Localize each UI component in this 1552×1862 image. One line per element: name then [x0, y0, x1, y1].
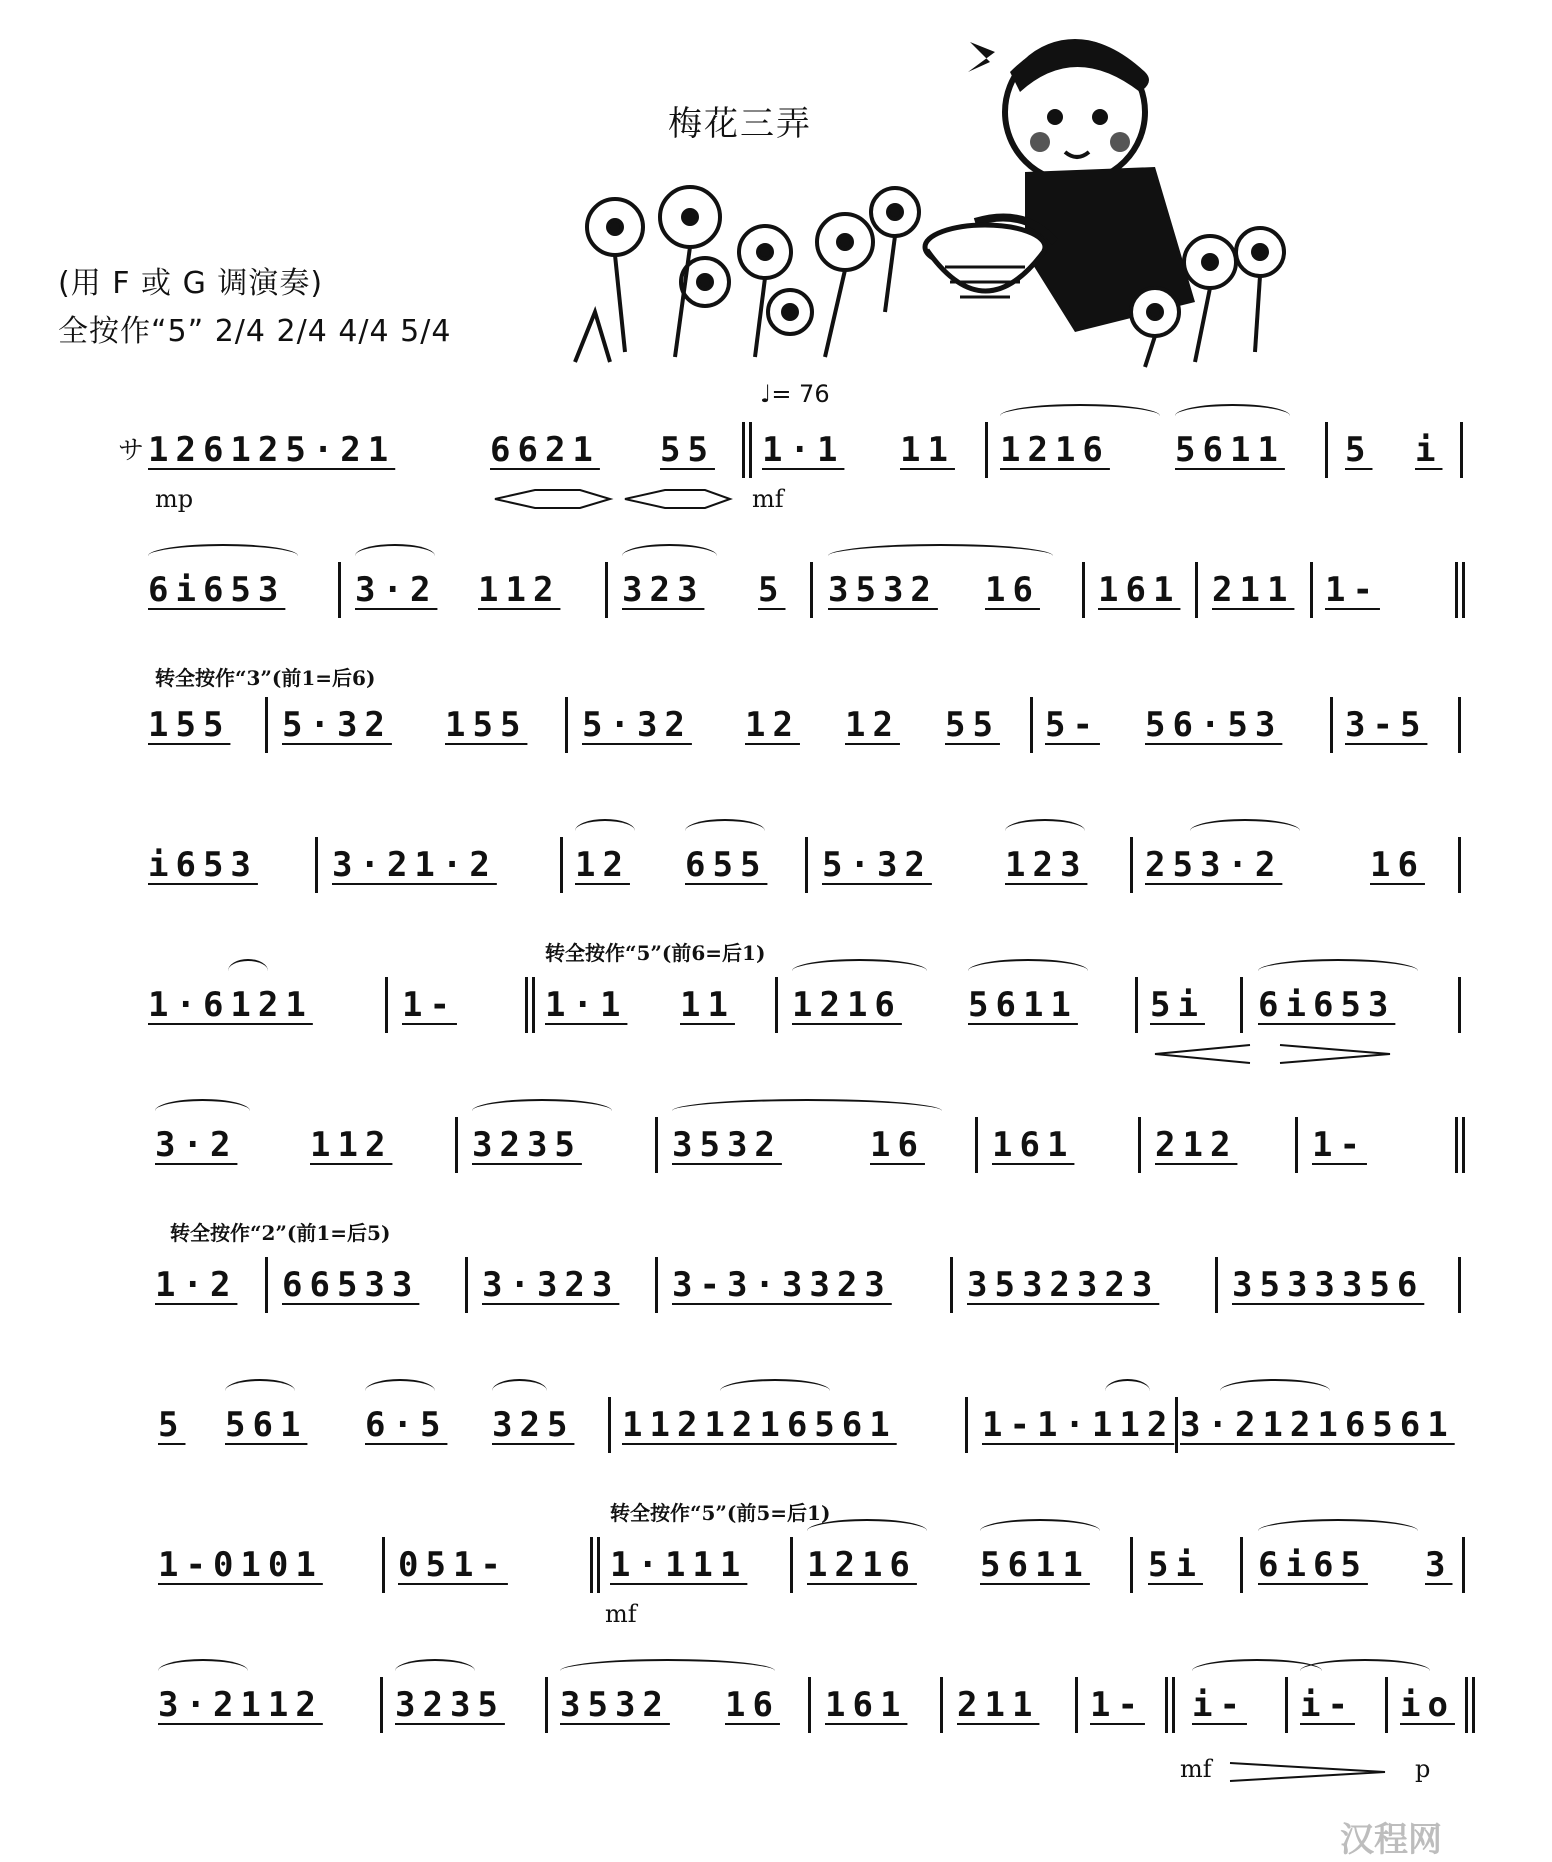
note-group: 5 — [758, 570, 786, 610]
note-group: 5 — [158, 1405, 186, 1445]
slur — [1105, 1379, 1150, 1403]
note-group: 5611 — [968, 985, 1078, 1025]
note-group: 051- — [398, 1545, 508, 1585]
note-group: 3533356 — [1232, 1265, 1425, 1305]
note-group: 161 — [992, 1125, 1075, 1165]
note-group: 6i653 — [1258, 985, 1396, 1025]
note-group: 3·2 — [355, 570, 438, 610]
final-barline — [1465, 1677, 1468, 1733]
slur — [672, 1099, 942, 1123]
barline — [1460, 422, 1463, 478]
note-group: 155 — [148, 705, 231, 745]
slur — [155, 1099, 250, 1123]
note-group: 323 — [622, 570, 705, 610]
note-group: 5611 — [1175, 430, 1285, 470]
girl-with-flowers-illustration — [555, 12, 1305, 372]
note-group: 1-1·112 — [982, 1405, 1175, 1445]
note-group: 123 — [1005, 845, 1088, 885]
note-group: 16 — [1370, 845, 1425, 885]
note-group: 5·32 — [582, 705, 692, 745]
watermark-logo: 汉程网 — [1340, 1820, 1442, 1860]
dynamic-mf: mf — [1180, 1755, 1212, 1783]
dynamic-mf: mf — [605, 1600, 637, 1628]
barline — [1295, 1117, 1298, 1173]
note-group: 55 — [660, 430, 715, 470]
score-line-4 — [0, 845, 1552, 965]
note-group: 3 — [1425, 1545, 1453, 1585]
barline — [1135, 977, 1138, 1033]
score-line-8 — [0, 1405, 1552, 1525]
note-group: 1·1 — [545, 985, 628, 1025]
barline — [1195, 562, 1198, 618]
note-group: 5 — [1345, 430, 1373, 470]
barline — [1458, 837, 1461, 893]
barline — [1075, 1677, 1078, 1733]
barline — [265, 697, 268, 753]
note-group: 6621 — [490, 430, 600, 470]
note-group: 56·53 — [1145, 705, 1283, 745]
note-group: 12 — [745, 705, 800, 745]
barline — [975, 1117, 978, 1173]
note-group: 1- — [1090, 1685, 1145, 1725]
slur — [158, 1659, 248, 1683]
note-group: 655 — [685, 845, 768, 885]
score-line-2 — [0, 570, 1552, 690]
barline — [1138, 1117, 1141, 1173]
barline — [790, 1537, 793, 1593]
barline — [380, 1677, 383, 1733]
slur — [622, 544, 717, 568]
slur — [1258, 1519, 1418, 1543]
note-group: 11 — [680, 985, 735, 1025]
note-group: 12 — [575, 845, 630, 885]
barline — [1130, 837, 1133, 893]
slur — [225, 1379, 295, 1403]
fingering-note: 全按作“5” 2/4 2/4 4/4 5/4 — [58, 314, 452, 349]
barline — [950, 1257, 953, 1313]
barline — [1458, 697, 1461, 753]
note-group: io — [1400, 1685, 1455, 1725]
note-group: 3·21216561 — [1180, 1405, 1455, 1445]
note-group: 5i — [1150, 985, 1205, 1025]
dynamic-p: p — [1415, 1755, 1431, 1783]
barline — [1385, 1677, 1388, 1733]
dynamic-mf: mf — [752, 485, 784, 513]
barline — [1030, 697, 1033, 753]
slur — [575, 819, 635, 843]
barline — [805, 837, 808, 893]
note-group: 11 — [900, 430, 955, 470]
note-group: 1121216561 — [622, 1405, 897, 1445]
note-group: 6i65 — [1258, 1545, 1368, 1585]
page-title: 梅花三弄 — [668, 104, 812, 144]
barline — [1310, 562, 1313, 618]
repeat-barline — [590, 1537, 593, 1593]
barline — [940, 1677, 943, 1733]
barline — [315, 837, 318, 893]
note-group: 3235 — [395, 1685, 505, 1725]
note-group: 3·323 — [482, 1265, 620, 1305]
note-group: 3-5 — [1345, 705, 1428, 745]
slur — [828, 544, 1053, 568]
repeat-barline — [525, 977, 528, 1033]
repeat-barline — [742, 422, 745, 478]
note-group: i- — [1300, 1685, 1355, 1725]
transition-note: 转全按作“2”(前1=后5) — [170, 1221, 391, 1245]
note-group: 3532 — [828, 570, 938, 610]
note-group: 3532 — [560, 1685, 670, 1725]
score-line-5 — [0, 985, 1552, 1075]
note-group: 66533 — [282, 1265, 420, 1305]
note-group: 211 — [957, 1685, 1040, 1725]
barline — [608, 1397, 611, 1453]
barline — [560, 837, 563, 893]
note-group: 5·32 — [822, 845, 932, 885]
note-group: 1·1 — [762, 430, 845, 470]
transition-note: 转全按作“5”(前5=后1) — [610, 1501, 831, 1525]
note-group: 1·111 — [610, 1545, 748, 1585]
barline — [775, 977, 778, 1033]
transition-note: 转全按作“3”(前1=后6) — [155, 666, 376, 690]
barline — [1240, 1537, 1243, 1593]
note-group: 3532 — [672, 1125, 782, 1165]
slur — [968, 959, 1088, 983]
note-group: 1·2 — [155, 1265, 238, 1305]
score-line-1 — [0, 430, 1552, 520]
barline — [265, 1257, 268, 1313]
slur — [148, 544, 298, 568]
barline — [1462, 1537, 1465, 1593]
slur — [980, 1519, 1100, 1543]
note-group: 3235 — [472, 1125, 582, 1165]
note-group: 6·5 — [365, 1405, 448, 1445]
note-group: 1216 — [807, 1545, 917, 1585]
note-group: 16 — [870, 1125, 925, 1165]
barline — [565, 697, 568, 753]
note-group: 5i — [1148, 1545, 1203, 1585]
note-group: 1- — [402, 985, 457, 1025]
final-barline — [1455, 1117, 1458, 1173]
note-group: 16 — [725, 1685, 780, 1725]
note-group: 6i653 — [148, 570, 286, 610]
slur — [1300, 1659, 1430, 1683]
note-group: 161 — [1098, 570, 1181, 610]
free-tempo-mark: サ — [118, 436, 145, 466]
barline — [1082, 562, 1085, 618]
note-group: 155 — [445, 705, 528, 745]
note-group: 3-3·3323 — [672, 1265, 892, 1305]
note-group: 1216 — [792, 985, 902, 1025]
score-line-6 — [0, 1125, 1552, 1245]
note-group: 1216 — [1000, 430, 1110, 470]
note-group: 212 — [1155, 1125, 1238, 1165]
slur — [365, 1379, 435, 1403]
note-group: 1-0101 — [158, 1545, 323, 1585]
slur — [1190, 819, 1300, 843]
barline — [1458, 977, 1461, 1033]
score-line-9 — [0, 1545, 1552, 1635]
transition-note: 转全按作“5”(前6=后1) — [545, 941, 766, 965]
slur — [720, 1379, 830, 1403]
slur — [807, 1519, 927, 1543]
barline — [1458, 1257, 1461, 1313]
barline — [655, 1117, 658, 1173]
slur — [395, 1659, 475, 1683]
note-group: 325 — [492, 1405, 575, 1445]
note-group: 5611 — [980, 1545, 1090, 1585]
barline — [385, 977, 388, 1033]
note-group: i653 — [148, 845, 258, 885]
note-group: 1·6121 — [148, 985, 313, 1025]
slur — [228, 959, 268, 983]
barline — [655, 1257, 658, 1313]
barline — [808, 1677, 811, 1733]
barline — [810, 562, 813, 618]
note-group: 112 — [310, 1125, 393, 1165]
score-line-7 — [0, 1265, 1552, 1355]
barline — [965, 1397, 968, 1453]
decrescendo-hairpin — [1225, 1761, 1395, 1783]
repeat-end-barline — [1455, 562, 1458, 618]
slur — [1175, 404, 1290, 428]
slur — [1000, 404, 1160, 428]
note-group: 253·2 — [1145, 845, 1283, 885]
note-group: i- — [1192, 1685, 1247, 1725]
barline — [1330, 697, 1333, 753]
slur — [685, 819, 765, 843]
note-group: 3·21·2 — [332, 845, 497, 885]
barline — [465, 1257, 468, 1313]
barline — [545, 1677, 548, 1733]
barline — [338, 562, 341, 618]
slur — [560, 1659, 775, 1683]
note-group: 3·2112 — [158, 1685, 323, 1725]
note-group: 1- — [1325, 570, 1380, 610]
note-group: 211 — [1212, 570, 1295, 610]
barline — [605, 562, 608, 618]
slur — [355, 544, 435, 568]
slur — [792, 959, 927, 983]
dynamic-mp: mp — [155, 485, 194, 513]
barline — [1215, 1257, 1218, 1313]
note-group: 112 — [478, 570, 561, 610]
key-note: (用 F 或 G 调演奏) — [58, 266, 324, 301]
note-group: i — [1415, 430, 1443, 470]
cresc-decresc-hairpin — [1150, 1043, 1400, 1065]
score-line-3 — [0, 705, 1552, 795]
barline — [382, 1537, 385, 1593]
note-group: 561 — [225, 1405, 308, 1445]
barline — [455, 1117, 458, 1173]
slur — [492, 1379, 547, 1403]
note-group: 5·32 — [282, 705, 392, 745]
tempo-mark: ♩= 76 — [760, 380, 830, 408]
barline — [1130, 1537, 1133, 1593]
barline — [1240, 977, 1243, 1033]
note-group: 161 — [825, 1685, 908, 1725]
note-group: 12 — [845, 705, 900, 745]
note-group: 16 — [985, 570, 1040, 610]
score-line-10 — [0, 1685, 1552, 1783]
note-group: 126125·21 — [148, 430, 396, 470]
slur — [472, 1099, 612, 1123]
barline — [1175, 1397, 1178, 1453]
barline — [1325, 422, 1328, 478]
note-group: 3532323 — [967, 1265, 1160, 1305]
note-group: 5- — [1045, 705, 1100, 745]
note-group: 1- — [1312, 1125, 1367, 1165]
slur — [1220, 1379, 1330, 1403]
barline — [1285, 1677, 1288, 1733]
slur — [1258, 959, 1418, 983]
slur — [1005, 819, 1085, 843]
barline — [985, 422, 988, 478]
note-group: 3·2 — [155, 1125, 238, 1165]
repeat-end-barline — [1165, 1677, 1168, 1733]
cresc-decresc-hairpin — [490, 488, 740, 510]
note-group: 55 — [945, 705, 1000, 745]
